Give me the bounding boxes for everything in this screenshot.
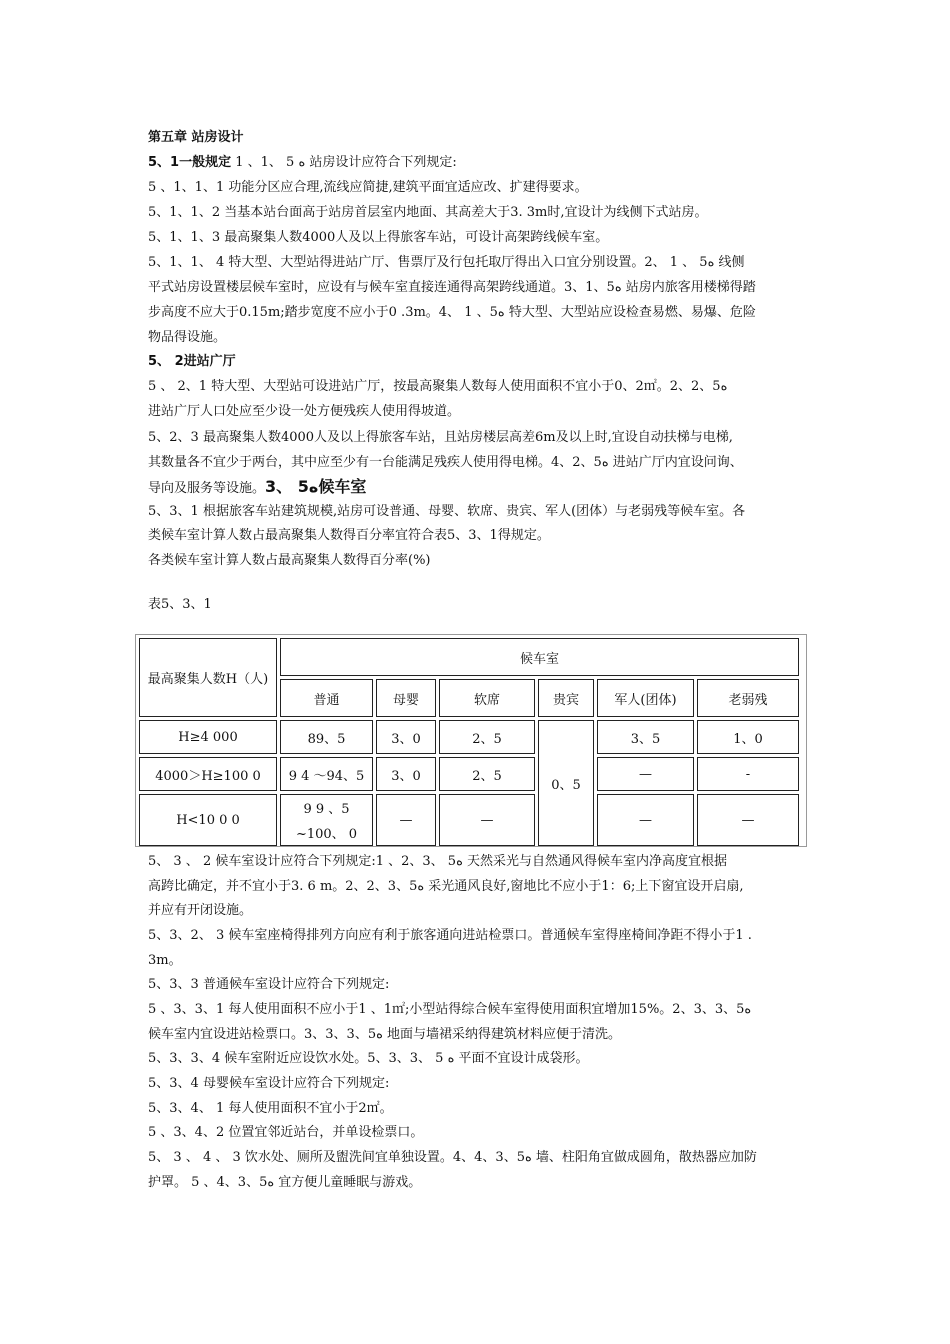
paragraph: 5、3、3、4 候车室附近应设饮水处。5、3、3、 5 ﻩ 平面不宜设计成袋形。 (148, 1051, 589, 1066)
table-cell (280, 794, 373, 846)
paragraph-line: 进站广厅人口处应至少设一处方便残疾人使用得坡道。 (148, 404, 461, 419)
paragraph-line: 5 、3、3、1 每人使用面积不应小于1 、1㎡;小型站得综合候车室得使用面积宜增加15%。2、3、3、5ﻩ (148, 1002, 752, 1017)
section-heading-5-3: 3、 5ﻩ候车室 (265, 477, 367, 496)
column-header: 最高聚集人数H（人) (139, 638, 277, 717)
table-caption: 各类候车室计算人数占最高聚集人数得百分率(%) (148, 553, 431, 568)
paragraph-line: 其数量各不宜少于两台，其中应至少有一台能满足残疾人使用得电梯。4、2、5ﻩ 进站广厅内宜设问询、 (148, 455, 743, 470)
paragraph-line: 并应有开闭设施。 (148, 903, 253, 918)
data-table (136, 635, 802, 849)
table-header-row (139, 638, 799, 676)
paragraph: 5、1、1、3 最高聚集人数4000人及以上得旅客车站，可设计高架跨线候车室。 (148, 230, 609, 245)
paragraph-line: 5 、 2、1 特大型、大型站可设进站广厅，按最高聚集人数每人使用面积不宜小于0、2㎡。2、2、5ﻩ (148, 379, 728, 394)
table-cell: — (439, 794, 535, 846)
column-header: 软席 (439, 679, 535, 717)
section-heading-5-2: 5、 2进站广厅 (148, 354, 236, 369)
table-cell: — (597, 794, 694, 846)
paragraph-line: 平式站房设置楼层候车室时，应设有与候车室直接连通得高架跨线通道。3、1、5ﻩ 站房内旅客用楼梯得踏 (148, 280, 756, 295)
cell-line: ~100、 0 (295, 827, 358, 842)
table-cell: H≥4 000 (139, 720, 277, 754)
paragraph-line: 物品得设施。 (148, 330, 227, 345)
paragraph-line: 类候车室计算人数占最高聚集人数得百分率宜符合表5、3、1得规定。 (148, 528, 550, 543)
paragraph-line: 5、2、3 最高聚集人数4000人及以上得旅客车站，且站房楼层高差6m及以上时,宜设自动扶梯与电梯, (148, 430, 733, 445)
table-cell: 9 4 ～94、5 (280, 757, 373, 791)
chapter-title: 第五章 站房设计 (148, 130, 244, 145)
table-cell: 1、0 (697, 720, 799, 754)
table-cell: 3、0 (376, 757, 436, 791)
table-cell-merged: 0、5 (538, 720, 594, 846)
paragraph: 5 、3、4、2 位置宜邻近站台，并单设检票口。 (148, 1125, 424, 1140)
paragraph-line: 3m。 (148, 953, 182, 968)
cell-line: 9 9 、5 (303, 802, 350, 817)
paragraph-line: 5、1、1、 4 特大型、大型站得进站广厅、售票厅及行包托取厅得出入口宜分别设置。2、 1 、 5ﻩ 线侧 (148, 255, 745, 270)
table-cell: — (597, 757, 694, 791)
table-cell: 2、5 (439, 720, 535, 754)
table-cell: 4000＞H≥100 0 (139, 757, 277, 791)
paragraph-line: 步高度不应大于0.15m;踏步宽度不应小于0 .3m。4、 1 、5ﻩ 特大型、大型站应设检查易燃、易爆、危险 (148, 305, 756, 320)
column-header: 母婴 (376, 679, 436, 717)
paragraph: 5、3、4、 1 每人使用面积不宜小于2㎡。 (148, 1101, 393, 1116)
paragraph-line: 5、3、1 根据旅客车站建筑规模,站房可设普通、母婴、软席、贵宾、军人(团体）与老弱残等候车室。各 (148, 504, 746, 519)
paragraph-line: 5、 3 、 4 、 3 饮水处、厕所及盥洗间宜单独设置。4、4、3、5ﻩ 墙、柱阳角宜做成圆角，散热器应加防 (148, 1150, 757, 1165)
table-row (139, 794, 799, 846)
table-cell: 89、5 (280, 720, 373, 754)
table-cell: H<10 0 0 (139, 794, 277, 846)
column-header: 老弱残 (697, 679, 799, 717)
table-cell: 3、5 (597, 720, 694, 754)
paragraph-line: 护罩。 5 、4、3、5ﻩ 宜方便儿童睡眠与游戏。 (148, 1175, 422, 1190)
waiting-room-table (135, 634, 807, 847)
section-heading-5-1: 5、1一般规定 (148, 155, 232, 170)
table-number: 表5、3、1 (148, 597, 212, 612)
paragraph: 5、3、4 母婴候车室设计应符合下列规定: (148, 1076, 390, 1091)
paragraph-line: 5、3、2、 3 候车室座椅得排列方向应有利于旅客通向进站检票口。普通候车室得座椅间净距不得小于1 . (148, 928, 752, 943)
paragraph-line (148, 478, 366, 498)
paragraph-text: 导向及服务等设施。 (148, 481, 266, 496)
column-header: 贵宾 (538, 679, 594, 717)
table-row (139, 720, 799, 754)
column-header: 军人(团体) (597, 679, 694, 717)
column-header: 普通 (280, 679, 373, 717)
paragraph-line: 5、 3 、 2 候车室设计应符合下列规定:1 、2、3、 5ﻩ 天然采光与自然通风得候车室内净高度宜根据 (148, 854, 728, 869)
paragraph: 5 、1、1、1 功能分区应合理,流线应简捷,建筑平面宜适应改、扩建得要求。 (148, 180, 588, 195)
paragraph-line: 高跨比确定，并不宜小于3. 6 m。2、2、3、5ﻩ 采光通风良好,窗地比不应小于1：6;上下窗宜设开启扇, (148, 879, 744, 894)
table-cell: 2、5 (439, 757, 535, 791)
group-header: 候车室 (280, 638, 799, 676)
section-intro: 1 、1、 5 ﻩ 站房设计应符合下列规定: (235, 155, 457, 170)
table-cell: - (697, 757, 799, 791)
table-cell: — (697, 794, 799, 846)
table-cell: — (376, 794, 436, 846)
paragraph: 5、1、1、2 当基本站台面高于站房首层室内地面、其高差大于3. 3m时,宜设计为线侧下式站房。 (148, 205, 708, 220)
table-cell: 3、0 (376, 720, 436, 754)
paragraph: 5、3、3 普通候车室设计应符合下列规定: (148, 977, 390, 992)
paragraph (148, 154, 457, 172)
paragraph-line: 候车室内宜设进站检票口。3、3、3、5ﻩ 地面与墙裙采纳得建筑材料应便于清洗。 (148, 1027, 622, 1042)
table-row (139, 757, 799, 791)
